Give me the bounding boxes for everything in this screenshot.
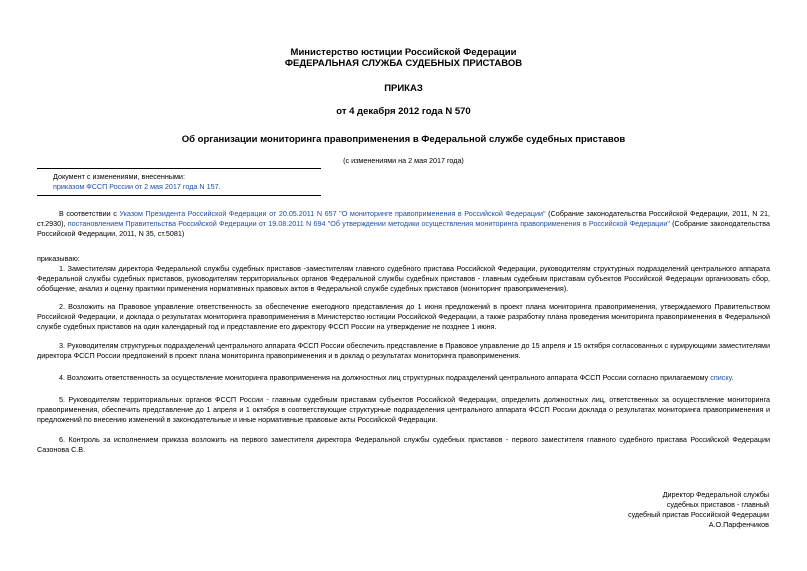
signature-line-1: Директор Федеральной службы: [662, 490, 769, 499]
document-title: Об организации мониторинга правоприменения в Федеральной службе судебных приставов: [181, 134, 626, 145]
changes-box-label: Документ с изменениями, внесенными:: [53, 172, 185, 181]
changes-box-bottom-rule: [37, 195, 321, 196]
order-item-5: [37, 395, 770, 425]
preamble-text-1: В соответствии с: [59, 209, 120, 218]
document-type: ПРИКАЗ: [384, 83, 423, 94]
preamble-text-2: (Собрание законодательства Российской Федерации, 2011, N 21, ст.2930),: [37, 209, 770, 228]
preamble-text-3: (Собрание законодательства Российской Федерации, 2011, N 35, ст.5081): [37, 219, 770, 238]
government-resolution-link[interactable]: постановлением Правительства Российской Федерации от 19.08.2011 N 694 "Об утверждении методики осуществления мониторинга правоприменения в Российской Федерации": [67, 219, 670, 228]
order-item-3: [37, 341, 770, 361]
changes-box-link-line: [53, 182, 221, 192]
order-item-1: [37, 264, 770, 294]
amending-order-link[interactable]: приказом ФССП России от 2 мая 2017 года N 157.: [53, 182, 221, 191]
document-date-number: от 4 декабря 2012 года N 570: [336, 106, 471, 117]
item-5-text: 5. Руководителям территориальных органов ФССП России - главным судебным приставам субъектов Российской Федерации, определить должностных лиц, ответственных за осуществление мониторинга правоприменения, обеспечить представление до 1 апреля и 1 октября в соответствующие структурные подразделения центрального аппарата ФССП России доклада о результатах мониторинга правоприменения и предложений по внесению изменений в законодательные и иные нормативные правовые акты Российской Федерации.: [37, 395, 770, 424]
responsible-list-link[interactable]: списку: [710, 373, 732, 382]
signature-line-3: судебный пристав Российской Федерации: [627, 510, 769, 519]
signature-line-4: А.О.Парфенчиков: [708, 520, 769, 529]
changes-box-top-rule: [37, 168, 321, 169]
signature-line-2: судебных приставов - главный: [666, 500, 769, 509]
signature-block: [628, 490, 769, 530]
order-item-6: [37, 435, 770, 455]
president-decree-link[interactable]: Указом Президента Российской Федерации от 20.05.2011 N 657 "О мониторинге правоприменения в Российской Федерации": [119, 209, 546, 218]
item-1-text: 1. Заместителям директора Федеральной службы судебных приставов -заместителям главного судебного пристава Российской Федерации, руководителям структурных подразделений центрального аппарата Федеральной службы судебных приставов, руководителям территориальных органов Федеральной службы судебных приставов - главным судебным приставам субъектов Российской Федерации организовать сбор, обобщение, анализ и оценку практики применения нормативных правовых актов в Федеральной службе судебных приставов (мониторинг правоприменения).: [37, 264, 770, 293]
item-6-text: 6. Контроль за исполнением приказа возложить на первого заместителя директора Федеральной службы судебных приставов - первого заместителя главного судебного пристава Российской Федерации Сазонова С.В.: [37, 435, 770, 454]
ministry-name: Министерство юстиции Российской Федерации: [290, 47, 517, 58]
item-2-text: 2. Возложить на Правовое управление ответственность за обеспечение ежегодного представления до 1 июня предложений в проект плана мониторинга правоприменения, утверждаемого Правительством Российской Федерации, и доклада о результатах мониторинга правоприменения в Министерство юстиции Российской Федерации, а также разработку плана проведения мониторинга правоприменения в Федеральной службе судебных приставов на один календарный год и представление его директору ФССП России на утверждение не позднее 1 июня.: [37, 302, 770, 331]
item-3-text: 3. Руководителям структурных подразделений центрального аппарата ФССП России обеспечить представление в Правовое управление до 15 апреля и 15 октября согласованных с курирующими заместителями директора ФССП России предложений в проект плана мониторинга правоприменения и в доклад о результатах мониторинга правоприменения.: [37, 341, 770, 360]
service-name: ФЕДЕРАЛЬНАЯ СЛУЖБА СУДЕБНЫХ ПРИСТАВОВ: [284, 58, 523, 69]
order-item-4: [37, 373, 770, 383]
preamble-paragraph: [37, 209, 770, 239]
order-word: приказываю:: [37, 254, 80, 263]
item-4-text: 4. Возложить ответственность за осуществление мониторинга правоприменения на должностных лиц структурных подразделений центрального аппарата ФССП России согласно прилагаемому: [59, 373, 711, 382]
item-4-end: .: [731, 373, 734, 382]
order-item-2: [37, 302, 770, 332]
amendments-note: (с изменениями на 2 мая 2017 года): [343, 156, 464, 165]
